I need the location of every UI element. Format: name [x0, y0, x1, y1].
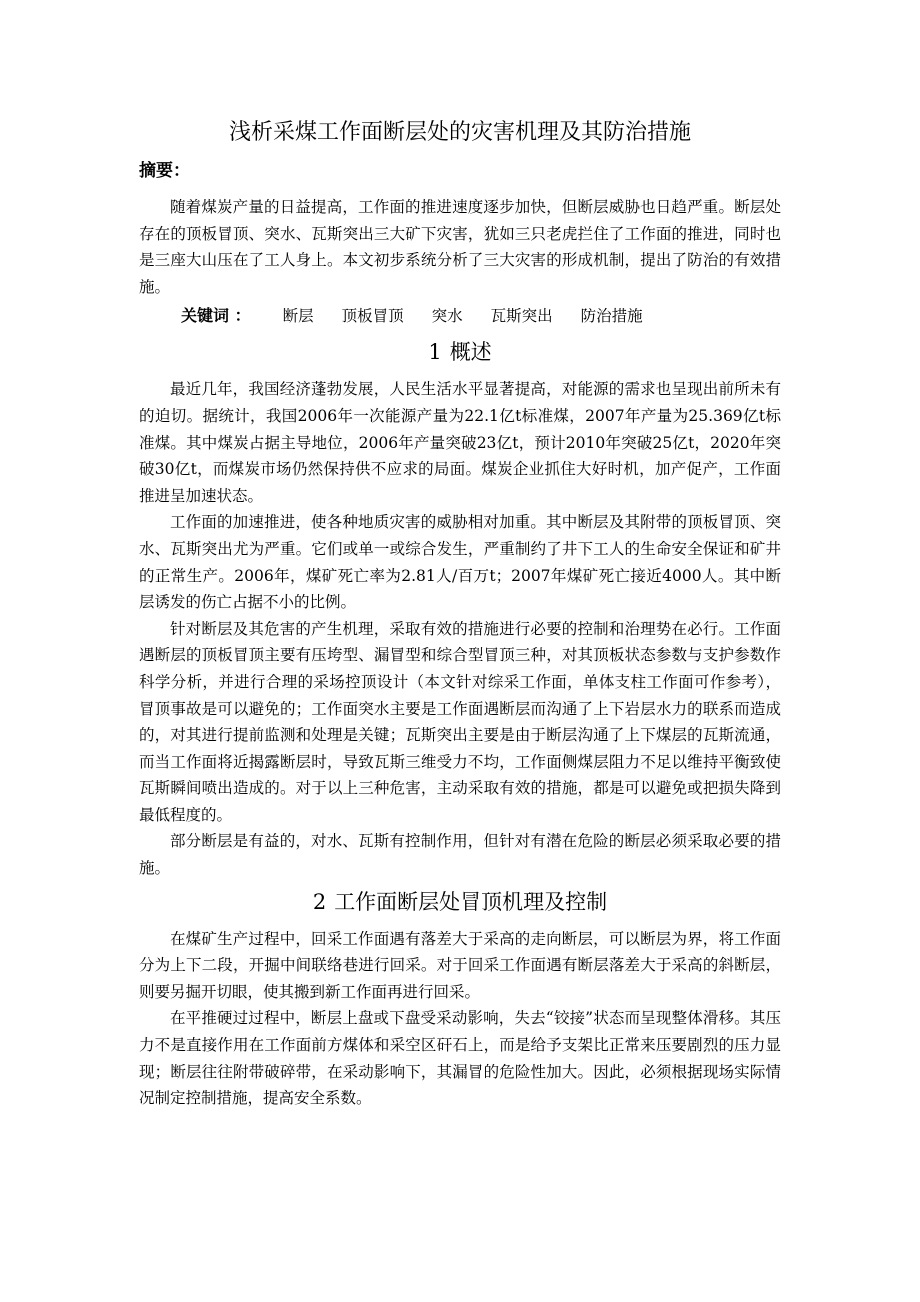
keyword-item: 顶板冒顶 [341, 307, 404, 326]
document-page [139, 118, 781, 1112]
keywords-row [139, 302, 781, 330]
paragraph: 工作面的加速推进，使各种地质灾害的威胁相对加重。其中断层及其附带的顶板冒顶、突水、瓦斯突出尤为严重。它们或单一或综合发生，严重制约了井下工人的生命安全保证和矿井的正常生产。2006年，煤矿死亡率为2.81人/百万t；2007年煤矿死亡接近4000人。其中断层诱发的伤亡占据不小的比例。 [139, 513, 781, 612]
document-title: 浅析采煤工作面断层处的灾害机理及其防治措施 [228, 120, 691, 145]
abstract-label: 摘要： [139, 161, 190, 181]
section-title: 工作面断层处冒顶机理及控制 [334, 889, 608, 914]
keyword-item: 突水 [431, 307, 463, 326]
abstract-text: 随着煤炭产量的日益提高，工作面的推进速度逐步加快，但断层威胁也日趋严重。断层处存在的顶板冒顶、突水、瓦斯突出三大矿下灾害，犹如三只老虎拦住了工作面的推进，同时也是三座大山压在了工人身上。本文初步系统分析了三大灾害的形成机制，提出了防治的有效措施。 [139, 198, 781, 296]
paragraph: 在煤矿生产过程中，回采工作面遇有落差大于采高的走向断层，可以断层为界，将工作面分为上下二段，开掘中间联络巷进行回采。对于回采工作面遇有断层落差大于采高的斜断层，则要另掘开切眼，使其搬到新工作面再进行回采。 [139, 929, 781, 1001]
section-number: 1 [428, 340, 442, 365]
section-number: 2 [312, 889, 327, 914]
paragraph: 在平推硬过过程中，断层上盘或下盘受采动影响，失去“铰接”状态而呈现整体滑移。其压力不是直接作用在工作面前方煤体和采空区矸石上，而是给予支架比正常来压要剧烈的压力显现；断层往往附带破碎带，在采动影响下，其漏冒的危险性加大。因此，必须根据现场实际情况制定控制措施，提高安全系数。 [139, 1009, 781, 1108]
section-heading [139, 336, 781, 368]
keyword-item: 断层 [282, 307, 314, 326]
keywords-label: 关键词 ： [181, 306, 251, 326]
paragraph: 针对断层及其危害的产生机理，采取有效的措施进行必要的控制和治理势在必行。工作面遇断层的顶板冒顶主要有压垮型、漏冒型和综合型冒顶三种，对其顶板状态参数与支护参数作科学分析，并进行合理的采场控顶设计（本文针对综采工作面，单体支柱工作面可作参考），冒顶事故是可以避免的；工作面突水主要是工作面遇断层而沟通了上下岩层水力的联系而造成的，对其进行提前监测和处理是关键；瓦斯突出主要是由于断层沟通了上下煤层的瓦斯流通，而当工作面将近揭露断层时，导致瓦斯三维受力不均，工作面侧煤层阻力不足以维持平衡致使瓦斯瞬间喷出造成的。对于以上三种危害，主动采取有效的措施，都是可以避免或把损失降到最低程度的。 [139, 619, 781, 824]
section-title: 概述 [449, 340, 492, 365]
paragraph: 部分断层是有益的，对水、瓦斯有控制作用，但针对有潜在危险的断层必须采取必要的措施。 [139, 832, 781, 878]
paragraph: 最近几年，我国经济蓬勃发展，人民生活水平显著提高，对能源的需求也呈现出前所未有的迫切。据统计，我国2006年一次能源产量为22.1亿t标准煤，2007年产量为25.369亿t标准煤。其中煤炭占据主导地位，2006年产量突破23亿t，预计2010年突破25亿t，2020年突破30亿t，而煤炭市场仍然保持供不应求的局面。煤炭企业抓住大好时机，加产促产，工作面推进呈加速状态。 [139, 380, 781, 505]
keyword-item: 瓦斯突出 [490, 307, 553, 326]
keyword-item: 防治措施 [580, 307, 643, 326]
section-heading [139, 886, 781, 918]
